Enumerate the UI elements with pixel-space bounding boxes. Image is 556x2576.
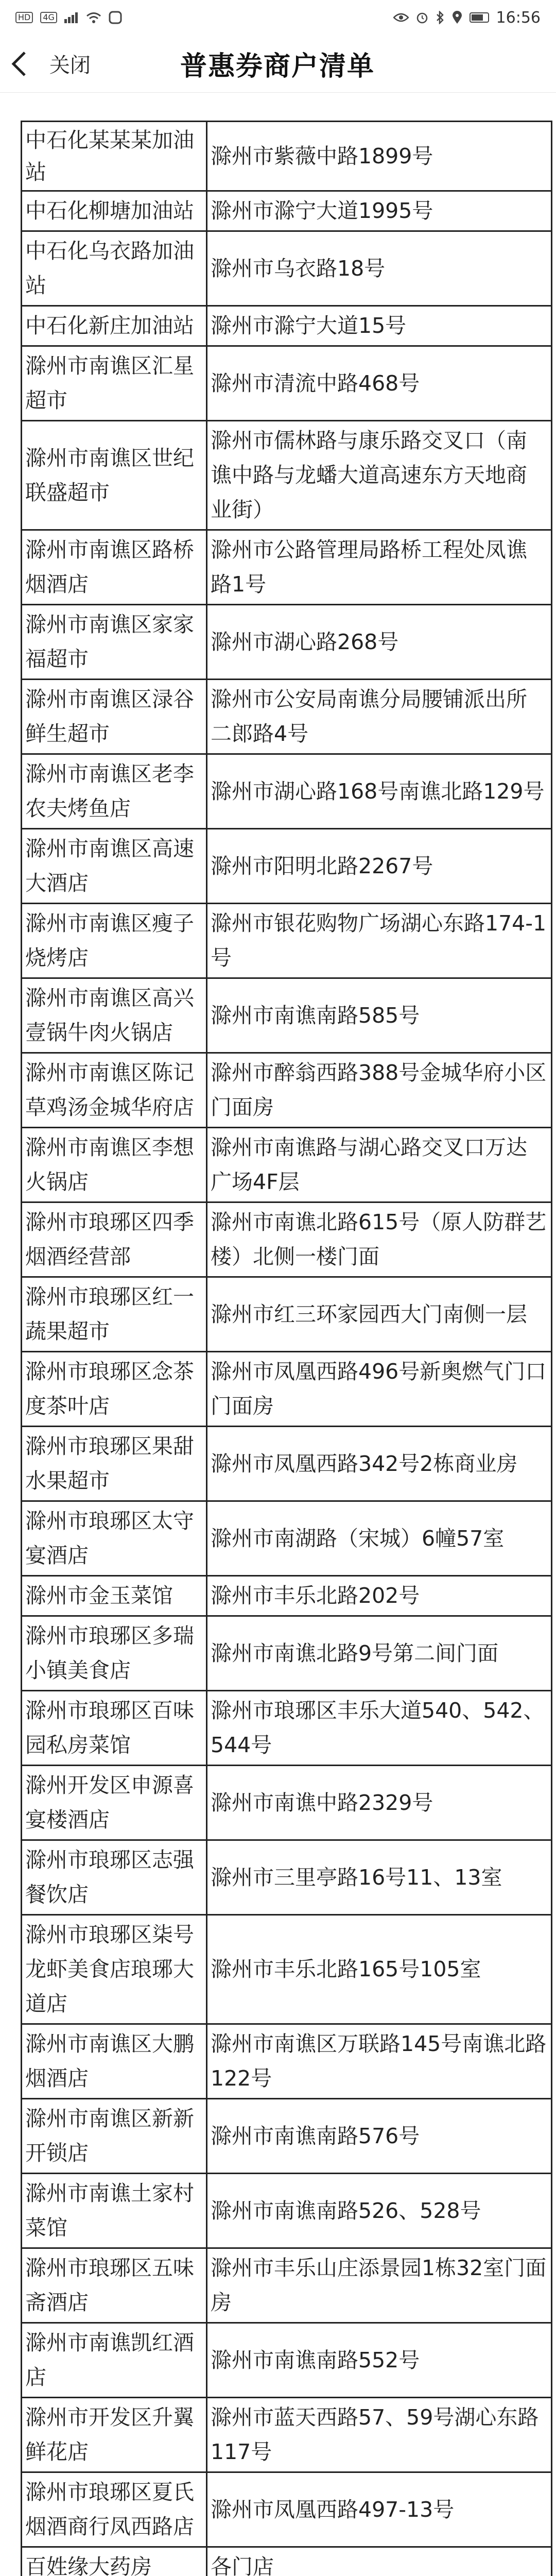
merchant-name-cell: 百姓缘大药房 (22, 2547, 207, 2576)
table-row (22, 1277, 552, 1352)
merchant-address-cell: 滁州市凤凰西路496号新奥燃气门口门面房 (207, 1352, 552, 1427)
table-row (22, 1501, 552, 1576)
merchant-name-cell: 滁州市琅琊区多瑞小镇美食店 (22, 1616, 207, 1691)
table-row (22, 530, 552, 605)
bluetooth-icon (436, 11, 445, 24)
merchant-address-cell: 滁州市南谯中路2329号 (207, 1766, 552, 1840)
battery-icon (470, 12, 489, 23)
back-button[interactable] (0, 35, 38, 93)
table-row (22, 2323, 552, 2398)
merchant-name-cell: 滁州市琅琊区念茶度茶叶店 (22, 1352, 207, 1427)
merchant-name-cell: 滁州市南谯区大鹏烟酒店 (22, 2024, 207, 2099)
table-row (22, 904, 552, 978)
merchant-address-cell: 滁州市儒林路与康乐路交叉口（南谯中路与龙蟠大道高速东方天地商业街） (207, 421, 552, 530)
status-right-icons (393, 9, 541, 27)
merchant-address-cell: 滁州市南谯北路9号第二间门面 (207, 1616, 552, 1691)
merchant-name-cell: 滁州市南谯区世纪联盛超市 (22, 421, 207, 530)
merchant-name-cell: 中石化乌衣路加油站 (22, 231, 207, 306)
merchant-name-cell: 滁州市南谯区老李农夫烤鱼店 (22, 754, 207, 829)
merchant-address-cell: 滁州市南谯南路576号 (207, 2099, 552, 2174)
app-notification-icon (109, 11, 122, 24)
merchant-name-cell: 滁州开发区申源喜宴楼酒店 (22, 1766, 207, 1840)
alarm-icon (416, 11, 428, 24)
merchant-address-cell: 滁州市红三环家园西大门南侧一层 (207, 1277, 552, 1352)
merchant-name-cell: 滁州市南谯区新新开锁店 (22, 2099, 207, 2174)
merchant-address-cell: 滁州市银花购物广场湖心东路174-1号 (207, 904, 552, 978)
table-row (22, 346, 552, 421)
table-row (22, 1915, 552, 2024)
merchant-address-cell: 滁州市南谯南路526、528号 (207, 2174, 552, 2248)
status-time: 16:56 (496, 8, 541, 27)
navigation-bar (0, 35, 556, 93)
merchant-name-cell: 滁州市南谯区汇星超市 (22, 346, 207, 421)
merchant-name-cell: 滁州市琅琊区红一蔬果超市 (22, 1277, 207, 1352)
location-icon (452, 11, 462, 24)
table-row (22, 306, 552, 346)
status-left-icons (15, 11, 122, 24)
merchant-address-cell: 滁州市凤凰西路497-13号 (207, 2472, 552, 2547)
merchant-address-cell: 各门店 (207, 2547, 552, 2576)
merchant-address-cell: 滁州市湖心路268号 (207, 605, 552, 680)
merchant-name-cell: 滁州市南谯区路桥烟酒店 (22, 530, 207, 605)
table-row (22, 1616, 552, 1691)
merchant-name-cell: 滁州市琅琊区四季烟酒经营部 (22, 1202, 207, 1277)
merchant-name-cell: 滁州市金玉菜馆 (22, 1576, 207, 1616)
merchant-address-cell: 滁州市南谯南路552号 (207, 2323, 552, 2398)
network-4g-icon: 4G (40, 12, 57, 23)
merchant-address-cell: 滁州市醉翁西路388号金城华府小区门面房 (207, 1053, 552, 1128)
table-row (22, 2398, 552, 2472)
status-bar (0, 0, 556, 35)
merchant-address-cell: 滁州市公安局南谯分局腰铺派出所二郎路4号 (207, 680, 552, 754)
merchant-name-cell: 滁州市南谯区瘦子烧烤店 (22, 904, 207, 978)
wifi-icon (86, 11, 101, 24)
chevron-left-icon (11, 51, 27, 77)
merchant-address-cell: 滁州市清流中路468号 (207, 346, 552, 421)
page-title: 普惠券商户清单 (180, 51, 375, 82)
merchant-address-cell: 滁州市南谯北路615号（原人防群艺楼）北侧一楼门面 (207, 1202, 552, 1277)
table-row (22, 191, 552, 231)
table-row (22, 1691, 552, 1766)
merchant-name-cell: 滁州市南谯区高兴壹锅牛肉火锅店 (22, 978, 207, 1053)
merchant-name-cell: 滁州市南谯凯红酒店 (22, 2323, 207, 2398)
merchant-name-cell: 滁州市南谯土家村菜馆 (22, 2174, 207, 2248)
merchant-name-cell: 滁州市琅琊区百味园私房菜馆 (22, 1691, 207, 1766)
table-row (22, 2472, 552, 2547)
merchant-address-cell: 滁州市滁宁大道15号 (207, 306, 552, 346)
signal-icon (64, 12, 79, 23)
table-row (22, 605, 552, 680)
merchant-address-cell: 滁州市丰乐北路202号 (207, 1576, 552, 1616)
table-row (22, 1766, 552, 1840)
merchant-name-cell: 滁州市南谯区家家福超市 (22, 605, 207, 680)
merchant-address-cell: 滁州市南谯区万联路145号南谯北路122号 (207, 2024, 552, 2099)
merchant-address-cell: 滁州市阳明北路2267号 (207, 829, 552, 904)
merchant-address-cell: 滁州市紫薇中路1899号 (207, 122, 552, 191)
table-row (22, 122, 552, 191)
table-row (22, 2024, 552, 2099)
table-row (22, 1840, 552, 1915)
merchant-address-cell: 滁州市丰乐山庄添景园1栋32室门面房 (207, 2248, 552, 2323)
eye-icon (393, 12, 409, 23)
merchant-table-body (22, 122, 552, 2576)
hd-icon: HD (15, 12, 33, 23)
table-row (22, 421, 552, 530)
merchant-name-cell: 滁州市南谯区李想火锅店 (22, 1128, 207, 1202)
table-row (22, 2248, 552, 2323)
merchant-name-cell: 滁州市琅琊区五味斋酒店 (22, 2248, 207, 2323)
table-row (22, 754, 552, 829)
merchant-address-cell: 滁州市湖心路168号南谯北路129号 (207, 754, 552, 829)
merchant-name-cell: 中石化新庄加油站 (22, 306, 207, 346)
merchant-name-cell: 滁州市琅琊区志强餐饮店 (22, 1840, 207, 1915)
table-row (22, 1427, 552, 1501)
table-row (22, 2099, 552, 2174)
merchant-address-cell: 滁州市南谯路与湖心路交叉口万达广场4F层 (207, 1128, 552, 1202)
table-row (22, 1352, 552, 1427)
merchant-name-cell: 滁州市琅琊区果甜水果超市 (22, 1427, 207, 1501)
close-button[interactable]: 关闭 (49, 54, 91, 77)
table-row (22, 1053, 552, 1128)
merchant-name-cell: 中石化某某某加油站 (22, 122, 207, 191)
merchant-table-container[interactable] (21, 121, 547, 2576)
merchant-name-cell: 滁州市琅琊区夏氏烟酒商行凤西路店 (22, 2472, 207, 2547)
table-row (22, 829, 552, 904)
merchant-name-cell: 滁州市琅琊区太守宴酒店 (22, 1501, 207, 1576)
merchant-address-cell: 滁州市凤凰西路342号2栋商业房 (207, 1427, 552, 1501)
table-row (22, 978, 552, 1053)
merchant-address-cell: 滁州市三里亭路16号11、13室 (207, 1840, 552, 1915)
merchant-name-cell: 滁州市琅琊区柒号龙虾美食店琅琊大道店 (22, 1915, 207, 2024)
table-row (22, 2174, 552, 2248)
merchant-table (21, 121, 552, 2576)
merchant-address-cell: 滁州市滁宁大道1995号 (207, 191, 552, 231)
merchant-name-cell: 滁州市南谯区陈记草鸡汤金城华府店 (22, 1053, 207, 1128)
merchant-address-cell: 滁州市公路管理局路桥工程处凤谯路1号 (207, 530, 552, 605)
merchant-address-cell: 滁州市乌衣路18号 (207, 231, 552, 306)
table-row (22, 231, 552, 306)
merchant-name-cell: 中石化柳塘加油站 (22, 191, 207, 231)
table-row (22, 2547, 552, 2576)
merchant-address-cell: 滁州市蓝天西路57、59号湖心东路117号 (207, 2398, 552, 2472)
table-row (22, 1128, 552, 1202)
table-row (22, 1202, 552, 1277)
table-row (22, 1576, 552, 1616)
merchant-name-cell: 滁州市开发区升翼鲜花店 (22, 2398, 207, 2472)
merchant-address-cell: 滁州市丰乐北路165号105室 (207, 1915, 552, 2024)
merchant-address-cell: 滁州市琅琊区丰乐大道540、542、544号 (207, 1691, 552, 1766)
merchant-name-cell: 滁州市南谯区高速大酒店 (22, 829, 207, 904)
merchant-address-cell: 滁州市南谯南路585号 (207, 978, 552, 1053)
merchant-address-cell: 滁州市南湖路（宋城）6幢57室 (207, 1501, 552, 1576)
table-row (22, 680, 552, 754)
merchant-name-cell: 滁州市南谯区渌谷鲜生超市 (22, 680, 207, 754)
